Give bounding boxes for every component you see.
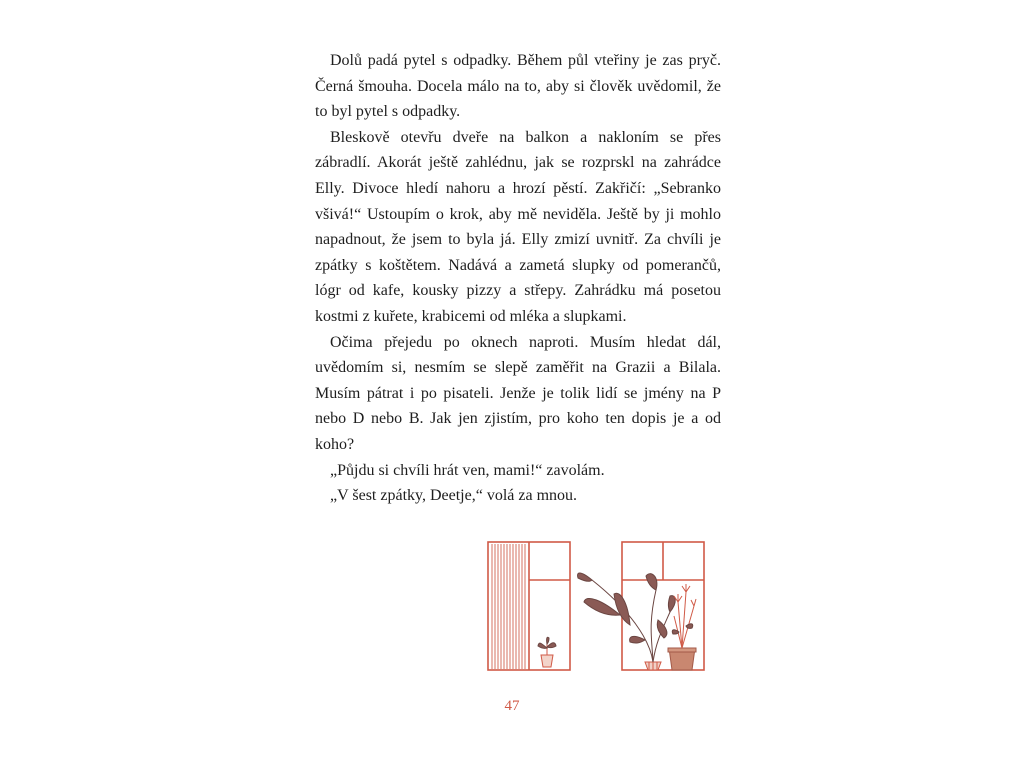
left-window bbox=[488, 542, 570, 670]
paragraph-5-dialogue: „V šest zpátky, Deetje,“ volá za mnou. bbox=[330, 487, 578, 505]
paragraph-1: Dolů padá pytel s odpadky. Během půl vteřiny je zas pryč. Černá šmouha. Docela málo na to, aby si člověk uvědomil, že to byl pytel s odpadky. bbox=[315, 52, 721, 121]
paragraph-4-dialogue: „Půjdu si chvíli hrát ven, mami!“ zavolám. bbox=[330, 461, 605, 479]
paragraph-3: Očima přejedu po oknech naproti. Musím hledat dál, uvědomím si, nesmím se slepě zaměřit na Grazii a Bilala. Musím pátrat i po pisateli. Jenže je tolik lidí se jmény na P nebo D nebo B. Jak jen zjistím, pro koho ten dopis je a od koho? bbox=[315, 333, 721, 453]
paragraph-2: Bleskově otevřu dveře na balkon a nakloním se přes zábradlí. Akorát ještě zahlédnu, jak se rozprskl na zahrádce Elly. Divoce hledí nahoru a hrozí pěstí. Zakřičí: „Sebranko všivá!“ Ustoupím o krok, aby mě neviděla. Ještě by ji mohlo napadnout, že jsem to byla já. Elly zmizí uvnitř. Za chvíli je zpátky s koštětem. Nadává a zametá slupky od pomerančů, lógr od kafe, kousky pizzy a střepy. Zahrádku má posetou kostmi z kuřete, krabicemi od mléka a slupkami. bbox=[315, 128, 721, 325]
tall-plant bbox=[578, 573, 676, 670]
page-number-text: 47 bbox=[504, 698, 520, 714]
small-plant-left bbox=[538, 637, 556, 667]
windows-plants-illustration bbox=[480, 530, 720, 680]
body-text bbox=[315, 48, 721, 509]
page-number bbox=[0, 698, 1024, 715]
left-window-curtain bbox=[492, 544, 525, 669]
